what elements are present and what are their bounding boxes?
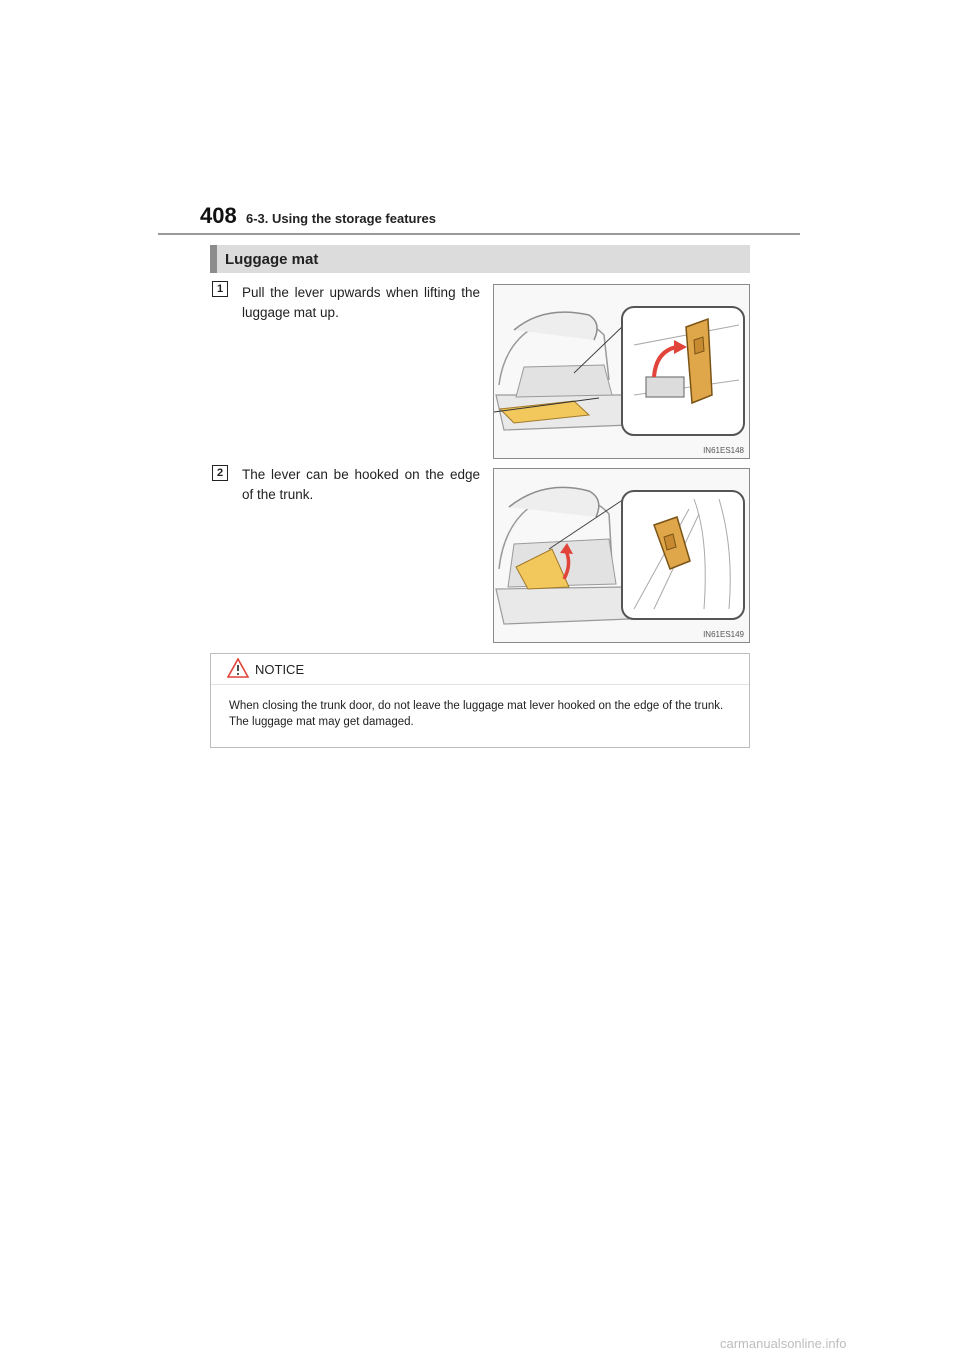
page-header <box>200 200 800 236</box>
step-1-badge: 1 <box>212 281 228 297</box>
page-number: 408 <box>200 203 237 228</box>
step-1-figure <box>493 284 750 459</box>
chapter-title: 6-3. Using the storage features <box>246 211 436 226</box>
figure-code: IN61ES148 <box>703 446 744 455</box>
notice-box <box>210 653 750 748</box>
step-2-text: The lever can be hooked on the edge of the trunk. <box>242 467 480 502</box>
warning-triangle-icon <box>227 658 249 683</box>
section-heading <box>210 245 750 273</box>
step-2-figure <box>493 468 750 643</box>
notice-title: NOTICE <box>255 662 305 677</box>
notice-header <box>211 654 749 685</box>
hook-lever-illustration <box>494 469 749 642</box>
step-1-text: Pull the lever upwards when lifting the luggage mat up. <box>242 285 480 320</box>
step-2-badge: 2 <box>212 465 228 481</box>
notice-text: When closing the trunk door, do not leave the luggage mat lever hooked on the edge of the trunk. The luggage mat may get damaged. <box>229 700 724 728</box>
lift-lever-illustration <box>494 285 749 458</box>
section-title: Luggage mat <box>225 251 319 268</box>
watermark: carmanualsonline.info <box>720 1336 847 1351</box>
header-rule <box>158 233 800 235</box>
figure-code: IN61ES149 <box>703 630 744 639</box>
